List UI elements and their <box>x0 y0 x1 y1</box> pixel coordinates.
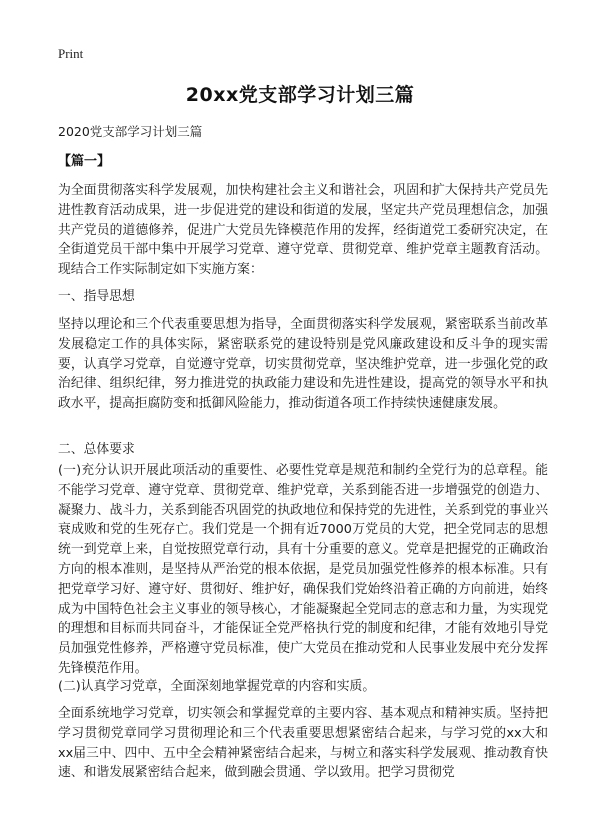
intro-paragraph: 为全面贯彻落实科学发展观，加快构建社会主义和谐社会，巩固和扩大保持共产党员先进性教育活动成果，进一步促进党的建设和街道的发展，坚定共产党员理想信念，加强共产党员的道德修养，促进广大党员先锋模范作用的发挥，经街道党工委研究决定，在全街道党员干部中集中开展学习党章、遵守党章、贯彻党章、维护党章主题教育活动。现结合工作实际制定如下实施方案： <box>58 183 548 278</box>
guiding-ideology-paragraph: 坚持以理论和三个代表重要思想为指导，全面贯彻落实科学发展观，紧密联系当前改革发展稳定工作的具体实际，紧密联系党的建设特别是党风廉政建设和反斗争的现实需要，认真学习党章，自觉遵守党章，切实贯彻党章，坚决维护党章，进一步强化党的政治纪律、组织纪律，努力推进党的执政能力建设和先进性建设，提高党的领导水平和执政水平，提高拒腐防变和抵御风险能力，推动街道各项工作持续快速健康发展。 <box>58 317 548 412</box>
requirement-two-heading: (二)认真学习党章，全面深刻地掌握党章的内容和实质。 <box>58 679 376 694</box>
guiding-ideology-heading: 一、指导思想 <box>58 289 135 304</box>
general-requirements-heading: 二、总体要求 <box>58 442 135 457</box>
page-title: 20xx党支部学习计划三篇 <box>185 84 415 106</box>
requirement-two-paragraph: 全面系统地学习党章，切实领会和掌握党章的主要内容、基本观点和精神实质。坚持把学习贯彻党章同学习贯彻理论和三个代表重要思想紧密结合起来，与学习党的xx大和xx届三中、四中、五中全会精神紧密结合起来，与树立和落实科学发展观、推动教育快速、和谐发展紧密结合起来，做到融会贯通、学以致用。把学习贯彻党 <box>58 706 548 781</box>
requirement-one-paragraph: (一)充分认识开展此项活动的重要性、必要性党章是规范和制约全党行为的总章程。能不能学习党章、遵守党章、贯彻党章、维护党章，关系到能否进一步增强党的创造力、凝聚力、战斗力，关系到能否巩固党的执政地位和保持党的先进性，关系到党的事业兴衰成败和党的生死存亡。我们党是一个拥有近7000万党员的大党，把全党同志的思想统一到党章上来，自觉按照党章行动，具有十分重要的意义。党章是把握党的正确政治方向的根本准则，是坚持从严治党的根本依据，是党员加强党性修养的根本标准。只有把党章学习好、遵守好、贯彻好、维护好，确保我们党始终沿着正确的方向前进，始终成为中国特色社会主义事业的领导核心，才能凝聚起全党同志的意志和力量，为实现党的理想和目标而共同奋斗，才能保证全党严格执行党的制度和纪律，才能有效地引导党员加强党性修养，严格遵守党员标准，使广大党员在推动党和人民事业发展中充分发挥先锋模范作用。 <box>58 463 548 676</box>
document-subtitle: 2020党支部学习计划三篇 <box>58 124 203 139</box>
section-label: 【篇一】 <box>58 154 111 169</box>
print-label: Print <box>58 46 84 61</box>
